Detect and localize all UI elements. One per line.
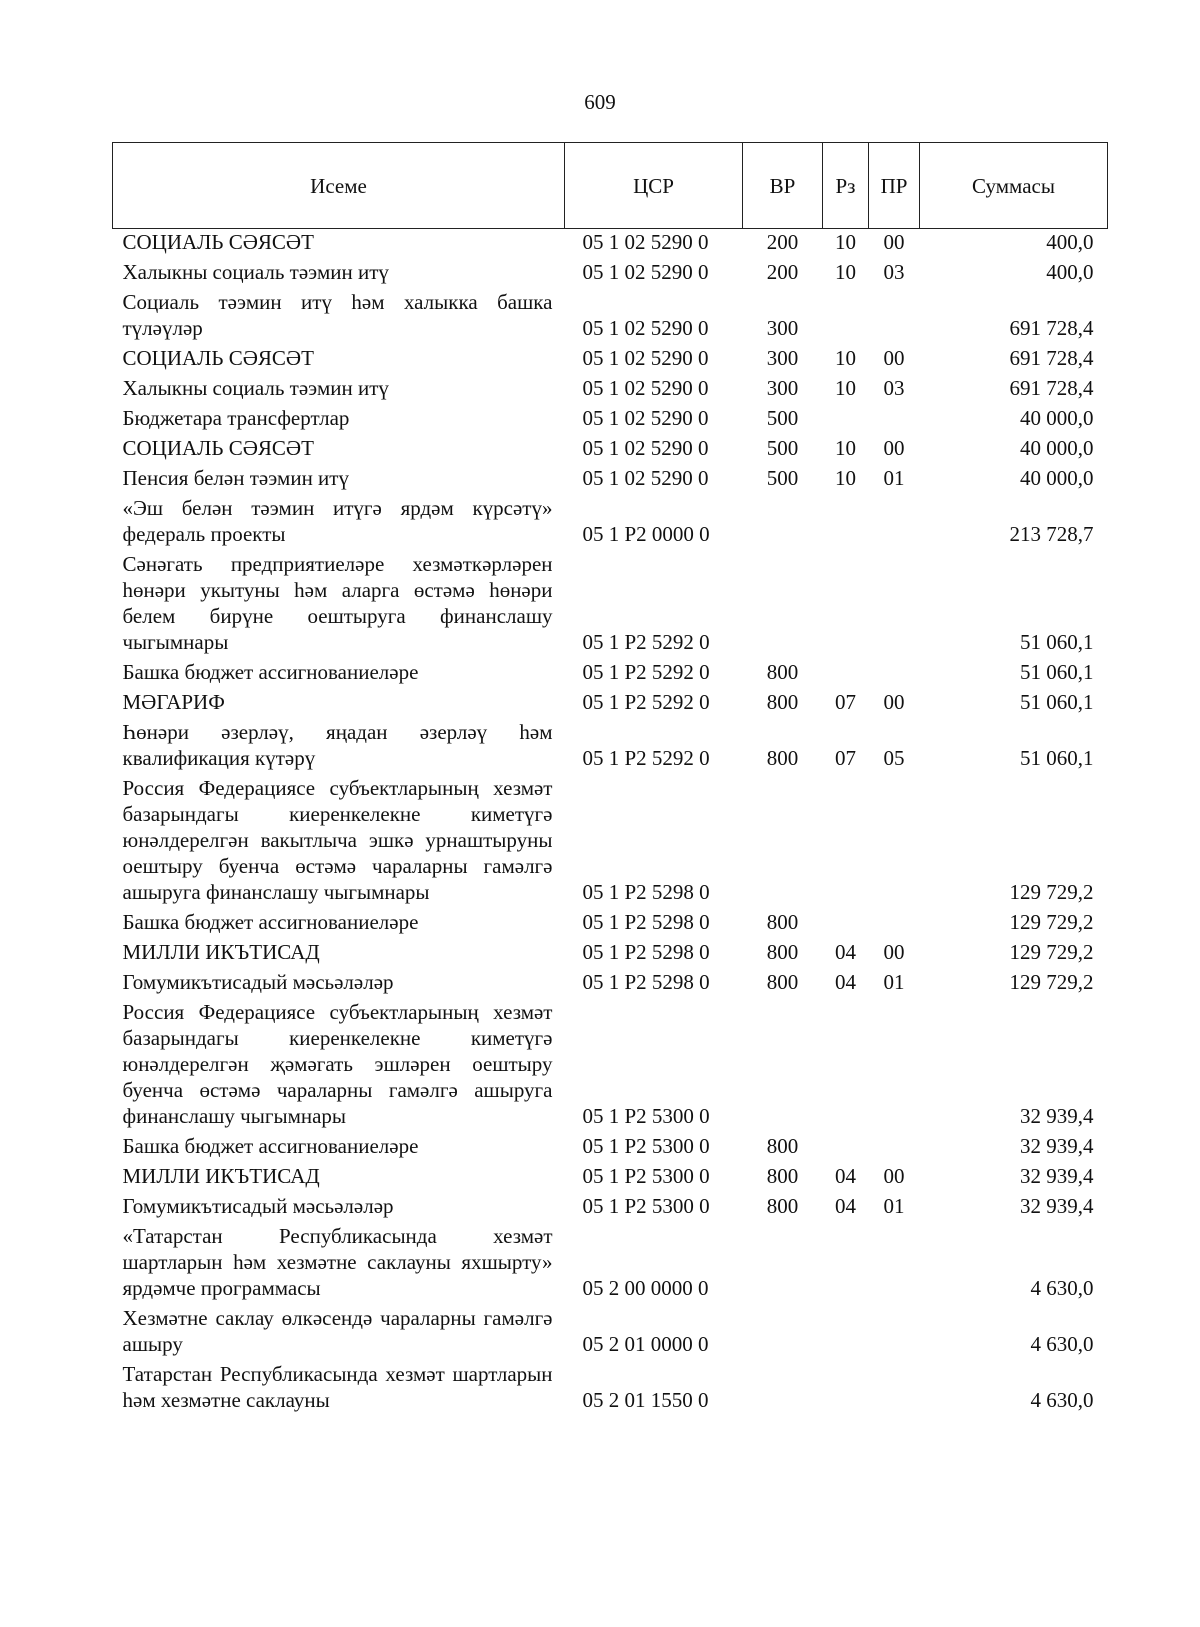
cell-sum: 51 060,1 xyxy=(1020,660,1094,684)
cell-sum: 129 729,2 xyxy=(1009,940,1094,964)
cell-vr: 800 xyxy=(766,746,799,770)
cell-pr: 01 xyxy=(883,466,905,490)
table-row xyxy=(113,257,1108,287)
cell-sum: 51 060,1 xyxy=(1020,630,1094,654)
table-row xyxy=(113,287,1108,343)
cell-name: Россия Федерациясе субъектларының хезмәт базарындагы киеренкелекне киметүгә юнәлдерелгән вакытлыча эшкә урнаштыруны оештыру буенча өстәмә чараларны гамәлгә ашыруга финанслашу чыгымнары xyxy=(122,776,553,904)
cell-csr: 05 1 P2 0000 0 xyxy=(582,522,710,546)
table-row xyxy=(113,343,1108,373)
cell-vr: 800 xyxy=(766,1164,799,1188)
table-row xyxy=(113,433,1108,463)
cell-vr: 300 xyxy=(766,346,799,370)
table-row xyxy=(113,1131,1108,1161)
cell-csr: 05 1 P2 5292 0 xyxy=(582,660,710,684)
cell-sum: 32 939,4 xyxy=(1020,1194,1094,1218)
cell-rz: 10 xyxy=(835,436,856,460)
header-csr: ЦСР xyxy=(565,143,743,229)
cell-name: Һөнәри әзерләү, яңадан әзерләү һәм квалификация күтәрү xyxy=(122,720,553,770)
cell-vr: 800 xyxy=(766,910,799,934)
cell-rz xyxy=(823,1303,869,1359)
table-row xyxy=(113,907,1108,937)
cell-name: МИЛЛИ ИКЪТИСАД xyxy=(122,1164,320,1188)
cell-name: Башка бюджет ассигнованиеләре xyxy=(122,660,419,684)
cell-sum: 691 728,4 xyxy=(1009,316,1094,340)
cell-vr xyxy=(743,1303,823,1359)
cell-pr: 00 xyxy=(883,436,905,460)
cell-csr: 05 1 02 5290 0 xyxy=(582,406,709,430)
cell-csr: 05 1 P2 5300 0 xyxy=(582,1164,710,1188)
cell-name: Татарстан Республикасында хезмәт шартларын һәм хезмәтне саклауны xyxy=(122,1362,553,1412)
table-row xyxy=(113,937,1108,967)
cell-pr: 00 xyxy=(883,1164,905,1188)
cell-csr: 05 1 P2 5292 0 xyxy=(582,630,710,654)
cell-csr: 05 1 P2 5292 0 xyxy=(582,746,710,770)
cell-sum: 4 630,0 xyxy=(1030,1276,1094,1300)
cell-rz xyxy=(823,1359,869,1415)
cell-name: СОЦИАЛЬ СӘЯСӘТ xyxy=(122,230,314,254)
cell-vr: 800 xyxy=(766,690,799,714)
cell-name: «Татарстан Республикасында хезмәт шартларын һәм хезмәтне саклауны яхшырту» ярдәмче программасы xyxy=(122,1224,553,1300)
cell-sum: 32 939,4 xyxy=(1020,1134,1094,1158)
cell-vr: 800 xyxy=(766,940,799,964)
table-row xyxy=(113,717,1108,773)
cell-rz xyxy=(823,773,869,907)
cell-name: Бюджетара трансфертлар xyxy=(122,406,350,430)
header-vr: ВР xyxy=(743,143,823,229)
table-row xyxy=(113,403,1108,433)
cell-vr: 300 xyxy=(766,376,799,400)
cell-csr: 05 1 P2 5300 0 xyxy=(582,1134,710,1158)
cell-sum: 400,0 xyxy=(1046,230,1094,254)
cell-csr: 05 1 P2 5300 0 xyxy=(582,1194,710,1218)
table-row xyxy=(113,1303,1108,1359)
header-name: Исеме xyxy=(113,143,565,229)
cell-vr: 200 xyxy=(766,260,799,284)
cell-name: МИЛЛИ ИКЪТИСАД xyxy=(122,940,320,964)
cell-pr: 00 xyxy=(883,690,905,714)
table-row xyxy=(113,1359,1108,1415)
cell-vr xyxy=(743,493,823,549)
cell-sum: 40 000,0 xyxy=(1020,406,1094,430)
cell-sum: 32 939,4 xyxy=(1020,1104,1094,1128)
cell-name: Гомумикътисадый мәсьәләләр xyxy=(122,1194,394,1218)
cell-vr xyxy=(743,1221,823,1303)
cell-pr xyxy=(869,1303,920,1359)
cell-csr: 05 1 02 5290 0 xyxy=(582,230,709,254)
cell-vr: 500 xyxy=(766,436,799,460)
cell-rz: 10 xyxy=(835,260,856,284)
cell-pr: 01 xyxy=(883,970,905,994)
cell-name: Халыкны социаль тәэмин итү xyxy=(122,260,389,284)
header-rz: Рз xyxy=(823,143,869,229)
cell-pr xyxy=(869,997,920,1131)
cell-vr: 800 xyxy=(766,1134,799,1158)
cell-sum: 400,0 xyxy=(1046,260,1094,284)
cell-pr xyxy=(869,907,920,937)
cell-sum: 129 729,2 xyxy=(1009,910,1094,934)
cell-pr xyxy=(869,287,920,343)
cell-name: Башка бюджет ассигнованиеләре xyxy=(122,910,419,934)
cell-pr: 03 xyxy=(883,376,905,400)
table-header xyxy=(113,143,1108,229)
table-row xyxy=(113,1161,1108,1191)
cell-name: «Эш белән тәэмин итүгә ярдәм күрсәтү» федераль проекты xyxy=(122,496,553,546)
cell-name: Халыкны социаль тәэмин итү xyxy=(122,376,389,400)
cell-vr: 500 xyxy=(766,406,799,430)
cell-rz xyxy=(823,657,869,687)
table-row xyxy=(113,229,1108,258)
cell-rz xyxy=(823,997,869,1131)
cell-sum: 4 630,0 xyxy=(1030,1332,1094,1356)
cell-vr: 800 xyxy=(766,970,799,994)
cell-pr: 00 xyxy=(883,940,905,964)
cell-vr xyxy=(743,997,823,1131)
cell-sum: 40 000,0 xyxy=(1020,466,1094,490)
cell-pr xyxy=(869,1221,920,1303)
cell-sum: 691 728,4 xyxy=(1009,376,1094,400)
cell-pr: 00 xyxy=(883,230,905,254)
cell-pr xyxy=(869,657,920,687)
cell-rz: 10 xyxy=(835,376,856,400)
cell-csr: 05 2 00 0000 0 xyxy=(582,1276,709,1300)
cell-sum: 51 060,1 xyxy=(1020,746,1094,770)
cell-rz xyxy=(823,1221,869,1303)
cell-csr: 05 2 01 1550 0 xyxy=(582,1388,709,1412)
cell-rz xyxy=(823,549,869,657)
cell-rz xyxy=(823,493,869,549)
cell-rz: 10 xyxy=(835,466,856,490)
cell-name: СОЦИАЛЬ СӘЯСӘТ xyxy=(122,346,314,370)
cell-rz xyxy=(823,287,869,343)
cell-sum: 32 939,4 xyxy=(1020,1164,1094,1188)
cell-csr: 05 1 02 5290 0 xyxy=(582,260,709,284)
cell-csr: 05 2 01 0000 0 xyxy=(582,1332,709,1356)
cell-sum: 129 729,2 xyxy=(1009,970,1094,994)
cell-pr xyxy=(869,403,920,433)
cell-vr: 300 xyxy=(766,316,799,340)
table-row xyxy=(113,967,1108,997)
cell-pr xyxy=(869,1359,920,1415)
cell-csr: 05 1 P2 5298 0 xyxy=(582,880,710,904)
cell-pr: 05 xyxy=(883,746,905,770)
cell-sum: 4 630,0 xyxy=(1030,1388,1094,1412)
cell-csr: 05 1 02 5290 0 xyxy=(582,376,709,400)
table-row xyxy=(113,657,1108,687)
cell-pr: 00 xyxy=(883,346,905,370)
cell-pr: 03 xyxy=(883,260,905,284)
cell-csr: 05 1 P2 5298 0 xyxy=(582,940,710,964)
cell-pr xyxy=(869,549,920,657)
cell-name: Россия Федерациясе субъектларының хезмәт базарындагы киеренкелекне киметүгә юнәлдерелгән җәмәгать эшләрен оештыру буенча өстәмә чараларны гамәлгә ашыруга финанслашу чыгымнары xyxy=(122,1000,553,1128)
cell-rz: 10 xyxy=(835,346,856,370)
cell-csr: 05 1 02 5290 0 xyxy=(582,436,709,460)
cell-vr: 800 xyxy=(766,660,799,684)
cell-rz: 07 xyxy=(835,746,856,770)
cell-rz: 04 xyxy=(835,1194,856,1218)
table-row xyxy=(113,549,1108,657)
cell-vr: 800 xyxy=(766,1194,799,1218)
cell-vr: 200 xyxy=(766,230,799,254)
cell-rz: 04 xyxy=(835,970,856,994)
budget-table xyxy=(112,142,1108,1415)
table-row xyxy=(113,1191,1108,1221)
cell-csr: 05 1 02 5290 0 xyxy=(582,346,709,370)
table-row xyxy=(113,1221,1108,1303)
cell-csr: 05 1 02 5290 0 xyxy=(582,316,709,340)
cell-vr: 500 xyxy=(766,466,799,490)
cell-sum: 213 728,7 xyxy=(1009,522,1094,546)
cell-name: Башка бюджет ассигнованиеләре xyxy=(122,1134,419,1158)
cell-sum: 40 000,0 xyxy=(1020,436,1094,460)
cell-name: МӘГАРИФ xyxy=(122,690,225,714)
table-row xyxy=(113,493,1108,549)
cell-name: Гомумикътисадый мәсьәләләр xyxy=(122,970,394,994)
cell-pr xyxy=(869,773,920,907)
cell-name: Пенсия белән тәэмин итү xyxy=(122,466,349,490)
cell-rz xyxy=(823,1131,869,1161)
cell-csr: 05 1 02 5290 0 xyxy=(582,466,709,490)
cell-csr: 05 1 P2 5298 0 xyxy=(582,970,710,994)
table-body xyxy=(113,229,1108,1416)
cell-rz xyxy=(823,403,869,433)
cell-name: Сәнәгать предприятиеләре хезмәткәрләрен һөнәри укытуны һәм аларга өстәмә һөнәри белем бирүне оештыруга финанслашу чыгымнары xyxy=(122,552,553,654)
cell-rz: 04 xyxy=(835,940,856,964)
cell-csr: 05 1 P2 5298 0 xyxy=(582,910,710,934)
cell-name: СОЦИАЛЬ СӘЯСӘТ xyxy=(122,436,314,460)
page-number: 609 xyxy=(584,90,616,114)
cell-name: Хезмәтне саклау өлкәсендә чараларны гамәлгә ашыру xyxy=(122,1306,553,1356)
cell-csr: 05 1 P2 5292 0 xyxy=(582,690,710,714)
table-row xyxy=(113,997,1108,1131)
table-row xyxy=(113,687,1108,717)
table-row xyxy=(113,463,1108,493)
cell-sum: 129 729,2 xyxy=(1009,880,1094,904)
cell-rz xyxy=(823,907,869,937)
cell-sum: 51 060,1 xyxy=(1020,690,1094,714)
header-pr: ПР xyxy=(869,143,920,229)
cell-csr: 05 1 P2 5300 0 xyxy=(582,1104,710,1128)
table-row xyxy=(113,773,1108,907)
cell-rz: 10 xyxy=(835,230,856,254)
cell-pr xyxy=(869,493,920,549)
cell-pr xyxy=(869,1131,920,1161)
cell-vr xyxy=(743,549,823,657)
cell-name: Социаль тәэмин итү һәм халыкка башка түләүләр xyxy=(122,290,553,340)
cell-rz: 07 xyxy=(835,690,856,714)
table-row xyxy=(113,373,1108,403)
cell-rz: 04 xyxy=(835,1164,856,1188)
cell-vr xyxy=(743,1359,823,1415)
cell-pr: 01 xyxy=(883,1194,905,1218)
cell-vr xyxy=(743,773,823,907)
cell-sum: 691 728,4 xyxy=(1009,346,1094,370)
header-sum: Суммасы xyxy=(920,143,1108,229)
